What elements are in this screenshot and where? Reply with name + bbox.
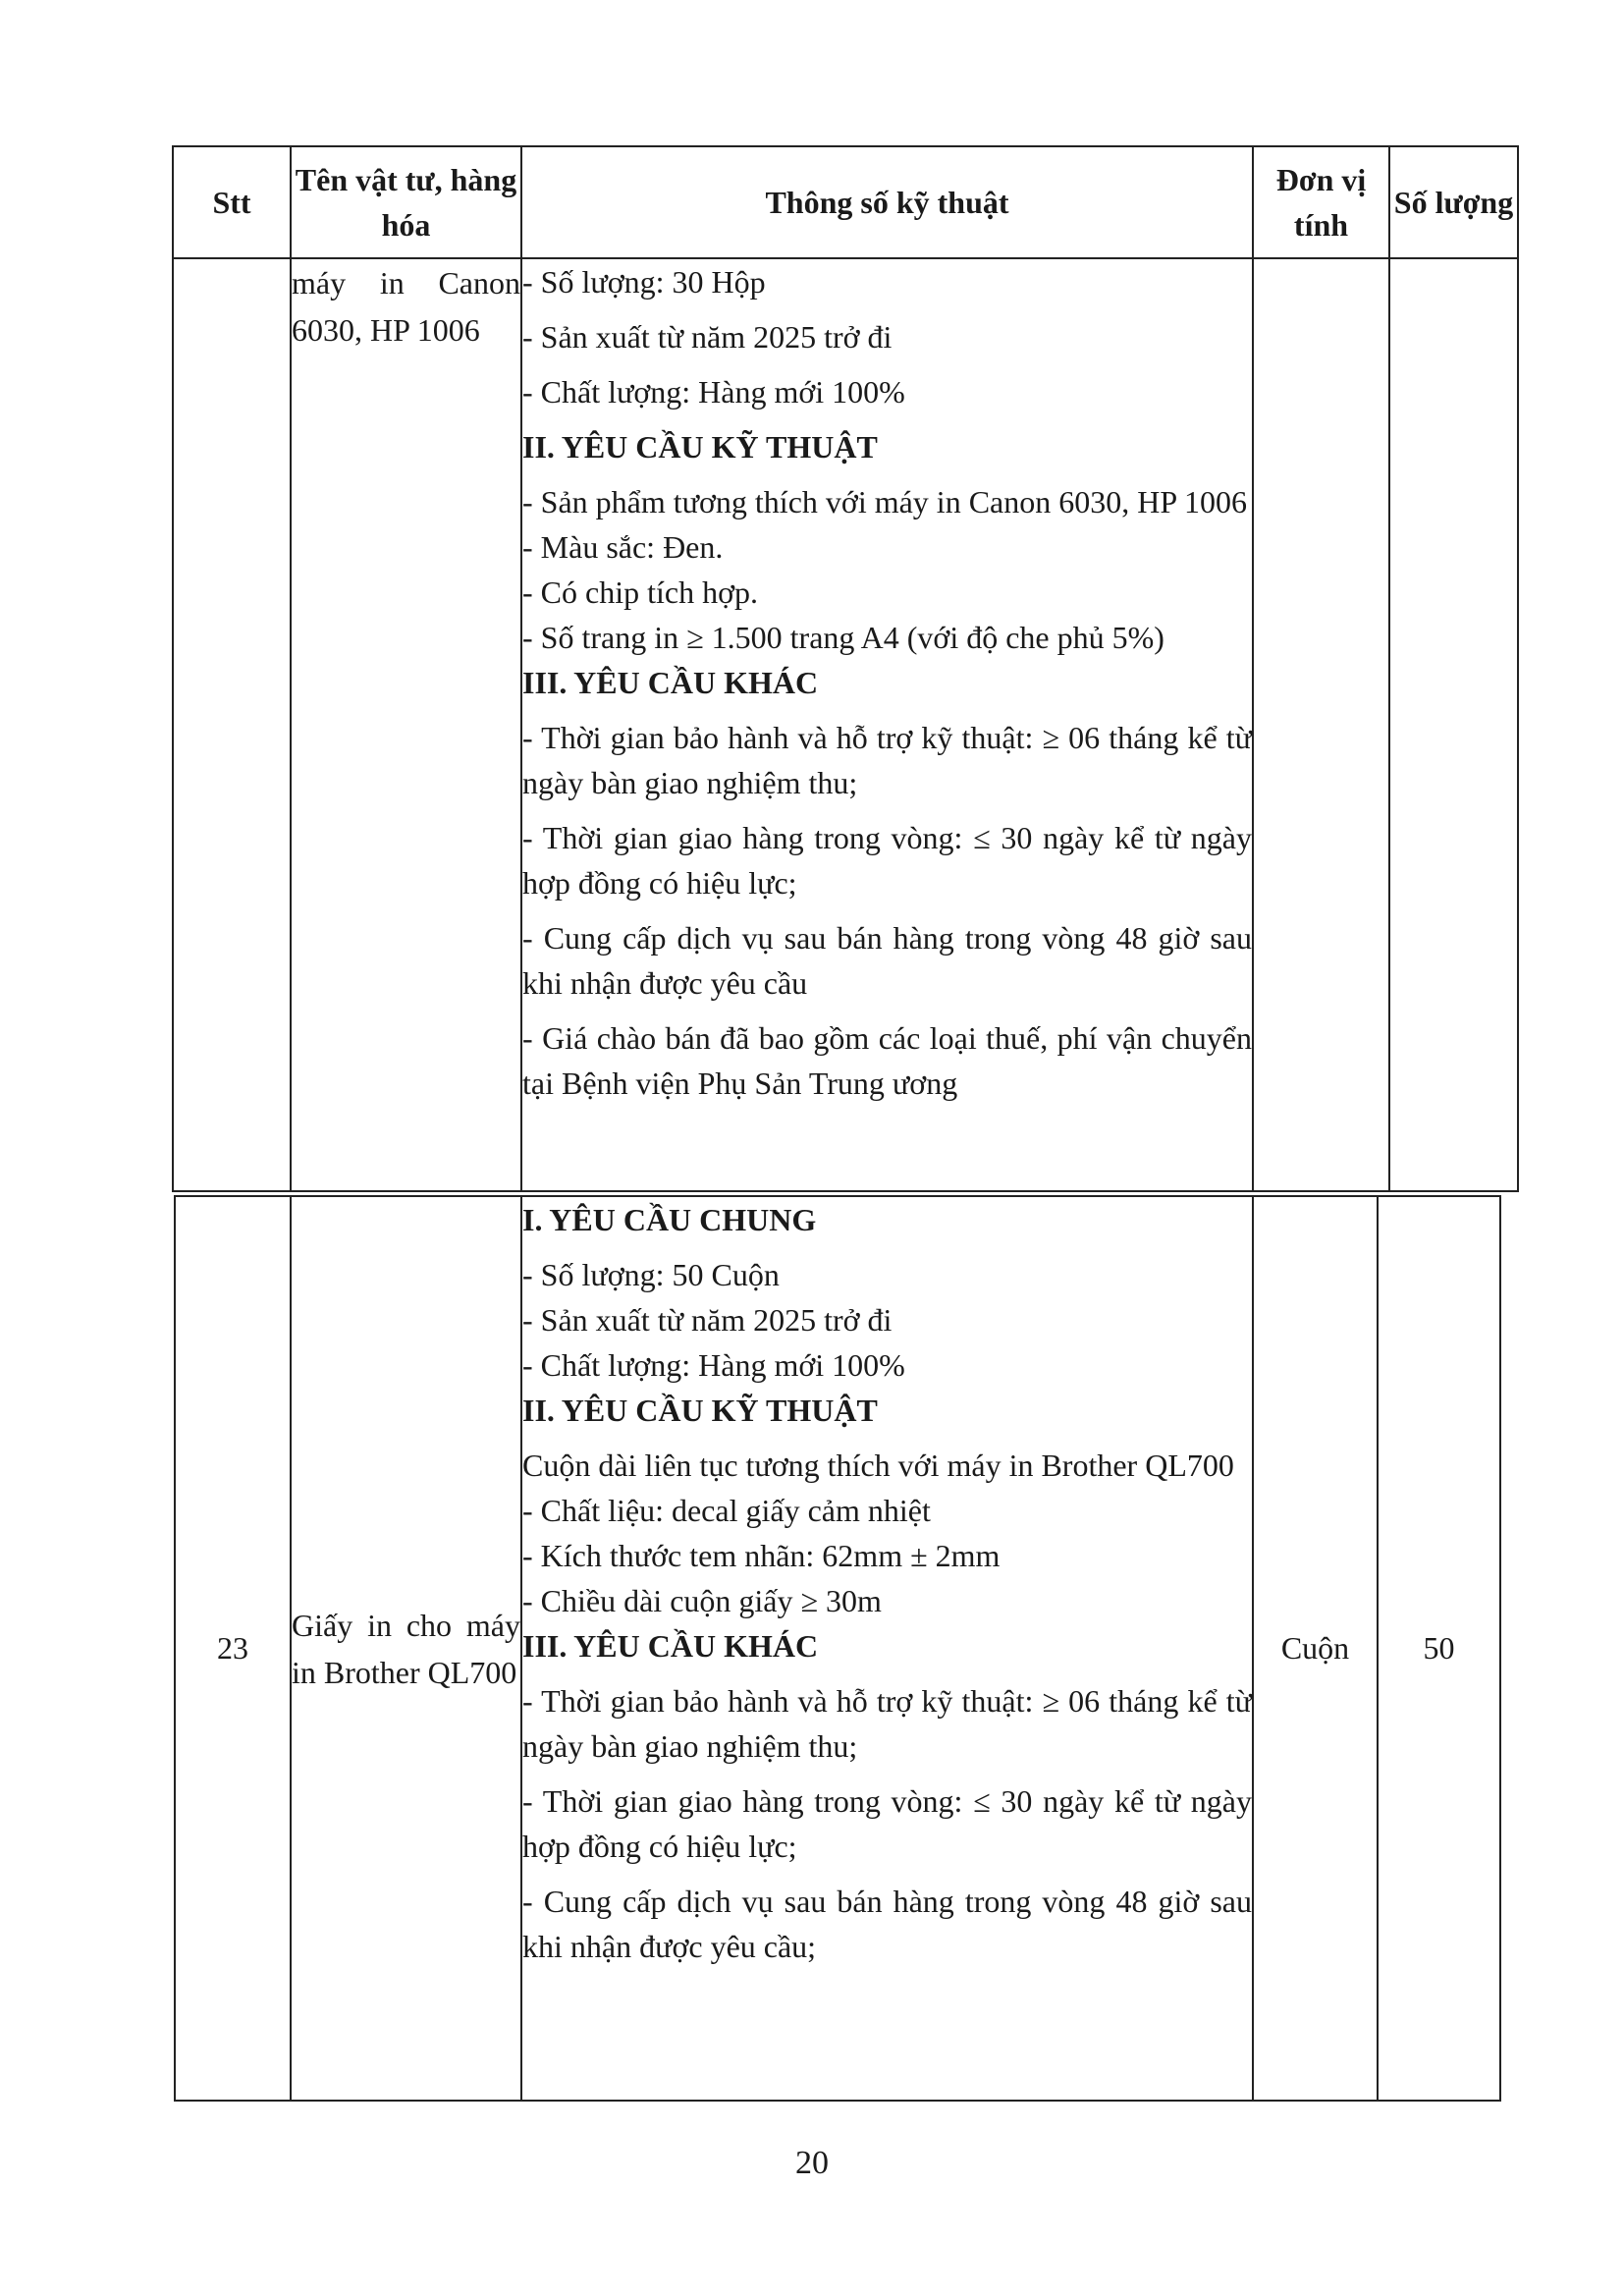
spec-line: - Chất lượng: Hàng mới 100% [522,1347,905,1383]
table-row [173,258,1518,1191]
spec-line: - Số lượng: 30 Hộp [522,264,766,300]
page-number: 20 [795,2145,829,2181]
cell-unit: Cuộn [1253,1196,1378,2101]
spec-line: - Thời gian bảo hành và hỗ trợ kỹ thuật: ≥ 06 tháng kể từ ngày bàn giao nghiệm thu; [522,720,1252,800]
spec-line: - Thời gian giao hàng trong vòng: ≤ 30 ngày kể từ ngày hợp đồng có hiệu lực; [522,1783,1252,1864]
spec-line: - Màu sắc: Đen. [522,529,724,565]
spec-table-top [172,145,1519,1192]
item-name-cell: Giấy in cho máy in Brother QL700 [291,1196,521,2101]
cell-stt [173,258,291,1191]
section-heading: I. YÊU CẦU CHUNG [522,1202,817,1237]
cell-stt: 23 [175,1196,291,2101]
spec-line: Cuộn dài liên tục tương thích với máy in Brother QL700 [522,1448,1234,1483]
cell-unit [1253,258,1389,1191]
header-stt: Stt [173,146,291,258]
spec-line: - Số trang in ≥ 1.500 trang A4 (với độ che phủ 5%) [522,620,1164,655]
spec-table-bottom [174,1195,1501,2102]
spec-line: - Cung cấp dịch vụ sau bán hàng trong vòng 48 giờ sau khi nhận được yêu cầu [522,920,1252,1001]
spec-line: - Sản xuất từ năm 2025 trở đi [522,1302,893,1338]
spec-line: - Thời gian giao hàng trong vòng: ≤ 30 ngày kể từ ngày hợp đồng có hiệu lực; [522,820,1252,901]
cell-quantity: 50 [1378,1196,1500,2101]
section-heading: II. YÊU CẦU KỸ THUẬT [522,429,878,465]
header-quantity: Số lượng [1389,146,1518,258]
spec-cell [521,258,1253,1191]
section-heading: III. YÊU CẦU KHÁC [522,1628,819,1664]
spec-cell [521,1196,1253,2101]
section-heading: III. YÊU CẦU KHÁC [522,665,819,700]
item-name-cell: máy in Canon 6030, HP 1006 [291,258,521,1191]
table-header-row [173,146,1518,258]
spec-line: - Có chip tích hợp. [522,574,758,610]
header-spec: Thông số kỹ thuật [521,146,1253,258]
table-row [175,1196,1500,2101]
spec-line: - Sản xuất từ năm 2025 trở đi [522,319,893,355]
spec-line: - Cung cấp dịch vụ sau bán hàng trong vòng 48 giờ sau khi nhận được yêu cầu; [522,1884,1252,1964]
spec-line: - Chất lượng: Hàng mới 100% [522,374,905,410]
spec-line: - Sản phẩm tương thích với máy in Canon 6030, HP 1006 [522,484,1247,519]
spec-line: - Chất liệu: decal giấy cảm nhiệt [522,1493,931,1528]
spec-line: - Chiều dài cuộn giấy ≥ 30m [522,1583,882,1618]
cell-quantity [1389,258,1518,1191]
spec-line: - Thời gian bảo hành và hỗ trợ kỹ thuật: ≥ 06 tháng kể từ ngày bàn giao nghiệm thu; [522,1683,1252,1764]
header-item-name: Tên vật tư, hàng hóa [291,146,521,258]
spec-line: - Kích thước tem nhãn: 62mm ± 2mm [522,1538,1001,1573]
header-unit: Đơn vị tính [1253,146,1389,258]
spec-line: - Giá chào bán đã bao gồm các loại thuế, phí vận chuyển tại Bệnh viện Phụ Sản Trung ương [522,1020,1252,1101]
spec-line: - Số lượng: 50 Cuộn [522,1257,780,1292]
section-heading: II. YÊU CẦU KỸ THUẬT [522,1393,878,1428]
